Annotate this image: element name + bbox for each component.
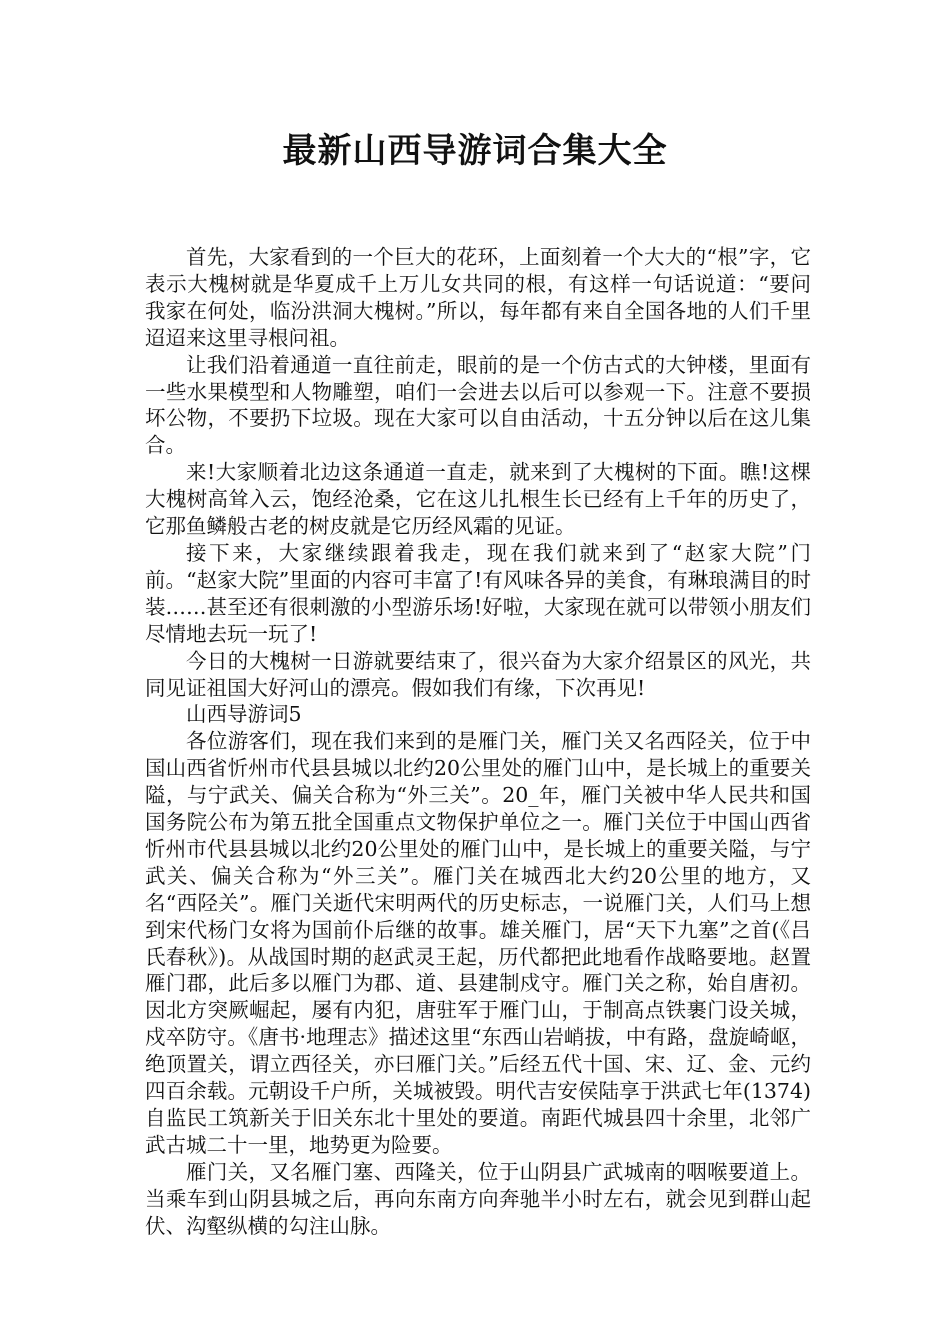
paragraph-zhao-courtyard: 接下来，大家继续跟着我走，现在我们就来到了“赵家大院”门前。“赵家大院”里面的内容可丰富了!有风味各异的美食，有琳琅满目的时装……甚至还有很刺激的小型游乐场!好啦，大家现在就可以带领小朋友们尽情地去玩一玩了! xyxy=(145,540,811,646)
document-body xyxy=(145,244,811,1240)
document-title: 最新山西导游词合集大全 xyxy=(282,131,668,171)
paragraph-farewell: 今日的大槐树一日游就要结束了，很兴奋为大家介绍景区的风光，共同见证祖国大好河山的漂亮。假如我们有缘，下次再见! xyxy=(145,648,811,700)
paragraph-bell-tower: 让我们沿着通道一直往前走，眼前的是一个仿古式的大钟楼，里面有一些水果模型和人物雕塑，咱们一会进去以后可以参观一下。注意不要损坏公物，不要扔下垃圾。现在大家可以自由活动，十五分钟以后在这儿集合。 xyxy=(145,352,811,458)
section-heading: 山西导游词5 xyxy=(186,702,302,727)
paragraph-big-locust-tree: 来!大家顺着北边这条通道一直走，就来到了大槐树的下面。瞧!这棵大槐树高耸入云，饱经沧桑，它在这儿扎根生长已经有上千年的历史了，它那鱼鳞般古老的树皮就是它历经风霜的见证。 xyxy=(145,460,811,539)
paragraph-yanmen-pass: 各位游客们，现在我们来到的是雁门关，雁门关又名西陉关，位于中国山西省忻州市代县县城以北约20公里处的雁门山中，是长城上的重要关隘，与宁武关、偏关合称为“外三关”。20_年，雁门关被中华人民共和国国务院公布为第五批全国重点文物保护单位之一。雁门关位于中国山西省忻州市代县县城以北约20公里处的雁门山中，是长城上的重要关隘，与宁武关、偏关合称为“外三关”。雁门关在城西北大约20公里的地方，又名“西陉关”。雁门关逝代宋明两代的历史标志，一说雁门关，人们马上想到宋代杨门女将为国前仆后继的故事。雄关雁门，居“天下九塞”之首(《吕氏春秋》)。从战国时期的赵武灵王起，历代都把此地看作战略要地。赵置雁门郡，此后多以雁门为郡、道、县建制戍守。雁门关之称，始自唐初。因北方突厥崛起，屡有内犯，唐驻军于雁门山，于制高点铁裹门设关城，戍卒防守。《唐书·地理志》描述这里“东西山岩峭拔，中有路，盘旋崎岖，绝顶置关，谓立西径关，亦曰雁门关。”后经五代十国、宋、辽、金、元约四百余载。元朝设千户所，关城被毁。明代吉安侯陆享于洪武七年(1374)自监民工筑新关于旧关东北十里处的要道。南距代城县四十余里，北邻广武古城二十一里，地势更为险要。 xyxy=(145,729,811,1157)
paragraph-yanmen-location: 雁门关，又名雁门塞、西隆关，位于山阴县广武城南的咽喉要道上。当乘车到山阴县城之后，再向东南方向奔驰半小时左右，就会见到群山起伏、沟壑纵横的勾注山脉。 xyxy=(145,1159,811,1238)
paragraph-flower-wreath: 首先，大家看到的一个巨大的花环，上面刻着一个大大的“根”字，它表示大槐树就是华夏成千上万儿女共同的根，有这样一句话说道：“要问我家在何处，临汾洪洞大槐树。”所以，每年都有来自全国各地的人们千里迢迢来这里寻根问祖。 xyxy=(145,245,811,350)
